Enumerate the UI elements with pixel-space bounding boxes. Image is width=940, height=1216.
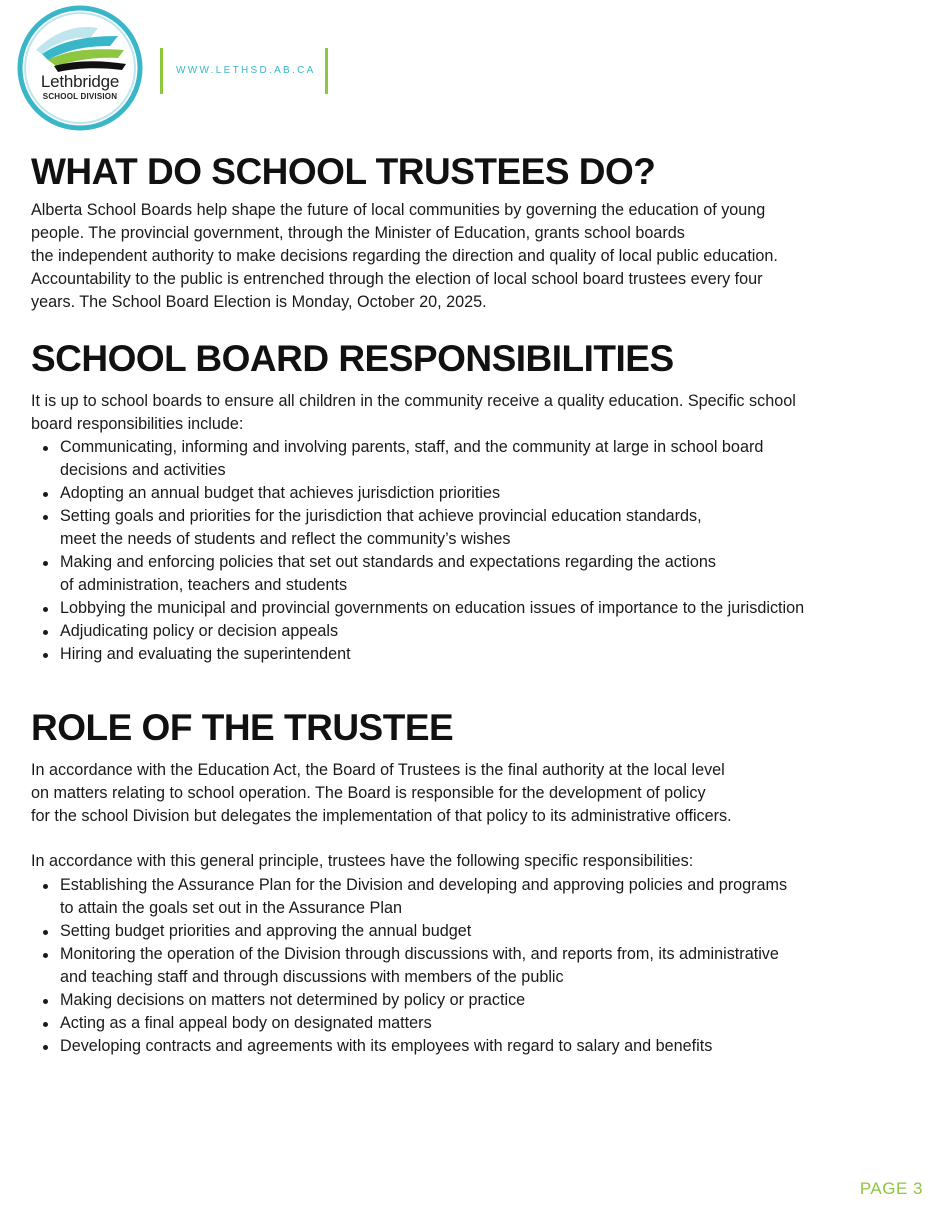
heading-role-of-trustee: ROLE OF THE TRUSTEE bbox=[31, 707, 454, 748]
list-item bbox=[40, 874, 787, 920]
list-item-text: and teaching staff and through discussions with members of the public bbox=[60, 968, 564, 986]
heading-board-responsibilities: SCHOOL BOARD RESPONSIBILITIES bbox=[31, 338, 674, 379]
logo-emblem-icon bbox=[14, 4, 146, 132]
list-item-text: of administration, teachers and students bbox=[60, 576, 348, 594]
list-item-text: Setting goals and priorities for the jurisdiction that achieve provincial education standards, bbox=[60, 507, 702, 525]
role-intro bbox=[31, 759, 732, 828]
list-item bbox=[40, 1035, 787, 1058]
responsibilities-list bbox=[40, 436, 804, 666]
list-item bbox=[40, 643, 804, 666]
list-item bbox=[40, 505, 804, 551]
text-line: years. The School Board Election is Monday, October 20, 2025. bbox=[31, 293, 487, 311]
responsibilities-intro bbox=[31, 390, 796, 436]
list-item bbox=[40, 620, 804, 643]
logo-subtitle: SCHOOL DIVISION bbox=[42, 92, 118, 101]
text-line: It is up to school boards to ensure all children in the community receive a quality education. Specific school bbox=[31, 392, 796, 410]
text-line: board responsibilities include: bbox=[31, 415, 244, 433]
list-item bbox=[40, 1012, 787, 1035]
list-item-text: decisions and activities bbox=[60, 461, 226, 479]
website-link[interactable]: WWW.LETHSD.AB.CA bbox=[176, 65, 316, 76]
text-line: Accountability to the public is entrenched through the election of local school board trustees every four bbox=[31, 270, 763, 288]
list-item-text: Acting as a final appeal body on designated matters bbox=[60, 1014, 432, 1032]
what-paragraph bbox=[31, 199, 778, 314]
text-line: on matters relating to school operation. The Board is responsible for the development of policy bbox=[31, 784, 706, 802]
header-divider-right bbox=[325, 48, 328, 94]
list-item-text: Establishing the Assurance Plan for the Division and developing and approving policies and programs bbox=[60, 876, 788, 894]
text-line: for the school Division but delegates the implementation of that policy to its administrative officers. bbox=[31, 807, 732, 825]
list-item-text: Developing contracts and agreements with its employees with regard to salary and benefits bbox=[60, 1037, 713, 1055]
list-item-text: meet the needs of students and reflect the community’s wishes bbox=[60, 530, 511, 548]
list-item-text: Adopting an annual budget that achieves jurisdiction priorities bbox=[60, 484, 501, 502]
list-item-text: Making and enforcing policies that set out standards and expectations regarding the actions bbox=[60, 553, 717, 571]
logo-title: Lethbridge bbox=[40, 72, 120, 91]
list-item-text: Making decisions on matters not determined by policy or practice bbox=[60, 991, 526, 1009]
list-item-text: Adjudicating policy or decision appeals bbox=[60, 622, 339, 640]
list-item-text: Hiring and evaluating the superintendent bbox=[60, 645, 351, 663]
list-item bbox=[40, 989, 787, 1012]
trustee-responsibilities-list bbox=[40, 874, 787, 1058]
header-divider-left bbox=[160, 48, 163, 94]
list-item-text: Monitoring the operation of the Division through discussions with, and reports from, its administrative bbox=[60, 945, 779, 963]
text-line: Alberta School Boards help shape the future of local communities by governing the education of young bbox=[31, 201, 766, 219]
list-item-text: Lobbying the municipal and provincial governments on education issues of importance to the jurisdiction bbox=[60, 599, 805, 617]
text-line: people. The provincial government, through the Minister of Education, grants school boards bbox=[31, 224, 685, 242]
list-item bbox=[40, 597, 804, 620]
role-principle bbox=[31, 850, 693, 873]
list-item-text: Setting budget priorities and approving the annual budget bbox=[60, 922, 472, 940]
list-item bbox=[40, 482, 804, 505]
list-item bbox=[40, 551, 804, 597]
list-item-text: to attain the goals set out in the Assurance Plan bbox=[60, 899, 402, 917]
list-item bbox=[40, 436, 804, 482]
list-item bbox=[40, 943, 787, 989]
list-item-text: Communicating, informing and involving parents, staff, and the community at large in school board bbox=[60, 438, 764, 456]
list-item bbox=[40, 920, 787, 943]
text-line: In accordance with this general principle, trustees have the following specific responsibilities: bbox=[31, 852, 694, 870]
page-number: PAGE 3 bbox=[859, 1179, 923, 1198]
heading-what-do-trustees-do: WHAT DO SCHOOL TRUSTEES DO? bbox=[31, 151, 656, 192]
text-line: the independent authority to make decisions regarding the direction and quality of local public education. bbox=[31, 247, 778, 265]
school-division-logo bbox=[14, 4, 146, 132]
text-line: In accordance with the Education Act, the Board of Trustees is the final authority at the local level bbox=[31, 761, 725, 779]
